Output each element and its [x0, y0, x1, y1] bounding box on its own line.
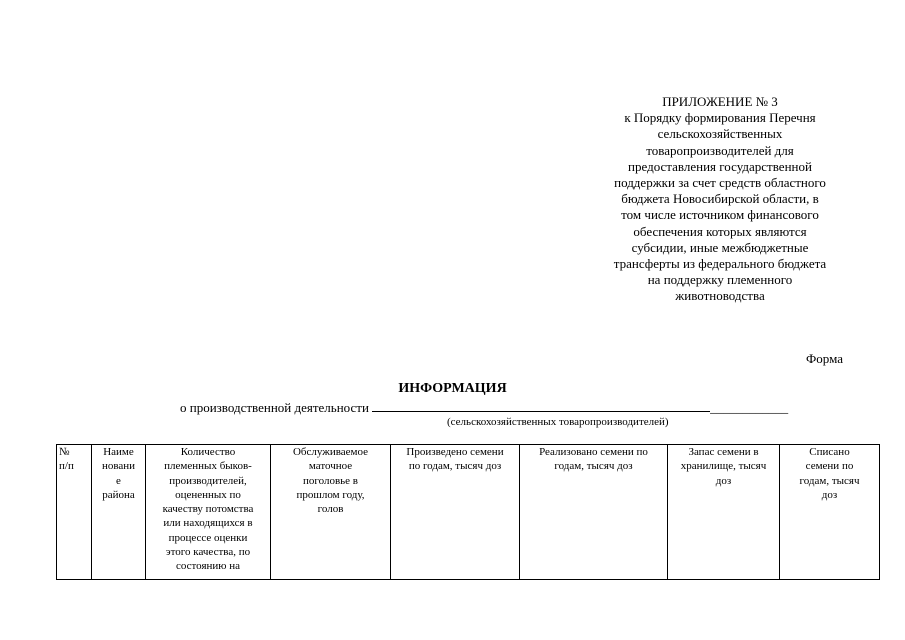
subtitle-line	[180, 399, 788, 416]
form-label: Форма	[806, 351, 843, 366]
appendix-line: сельскохозяйственных	[657, 126, 783, 142]
producer-name-blank[interactable]	[372, 399, 710, 412]
appendix-line: поддержки за счет средств областного	[614, 175, 826, 191]
appendix-line: том числе источником финансового	[621, 207, 819, 223]
appendix-line: животноводства	[675, 288, 765, 304]
header-cell-district: Наиме новани е района	[92, 445, 146, 580]
appendix-line: трансферты из федерального бюджета	[613, 256, 827, 272]
appendix-line: ПРИЛОЖЕНИЕ № 3	[662, 94, 778, 109]
info-table	[56, 444, 880, 580]
table-header-row	[57, 445, 880, 580]
document-title: ИНФОРМАЦИЯ	[398, 381, 507, 396]
appendix-line: обеспечения которых являются	[633, 223, 807, 239]
header-cell-produced: Произведено семени по годам, тысяч доз	[391, 445, 520, 580]
producer-hint: (сельскохозяйственных товаропроизводителей)	[447, 416, 669, 428]
header-cell-sold: Реализовано семени по годам, тысяч доз	[520, 445, 668, 580]
appendix-line: бюджета Новосибирской области, в	[621, 191, 819, 207]
appendix-line: товаропроизводителей для	[646, 142, 794, 158]
header-cell-stock: Запас семени в хранилище, тысяч доз	[668, 445, 780, 580]
header-cell-bulls: Количество племенных быков- производителей, оцененных по качеству потомства или находящихся в процессе оценки этого качества, по состоянию на	[146, 445, 271, 580]
subtitle-text: о производственной деятельности	[180, 400, 369, 415]
appendix-block	[585, 94, 855, 305]
header-cell-written-off: Списано семени по годам, тысяч доз	[780, 445, 880, 580]
header-cell-herd: Обслуживаемое маточное поголовье в прошлом году, голов	[271, 445, 391, 580]
appendix-line: к Порядку формирования Перечня	[624, 110, 816, 126]
header-cell-number: № п/п	[57, 445, 92, 580]
appendix-line: субсидии, иные межбюджетные	[631, 239, 809, 255]
appendix-line: предоставления государственной	[628, 158, 812, 174]
appendix-line: на поддержку племенного	[647, 272, 793, 288]
subtitle-tail: ____________	[710, 400, 789, 415]
